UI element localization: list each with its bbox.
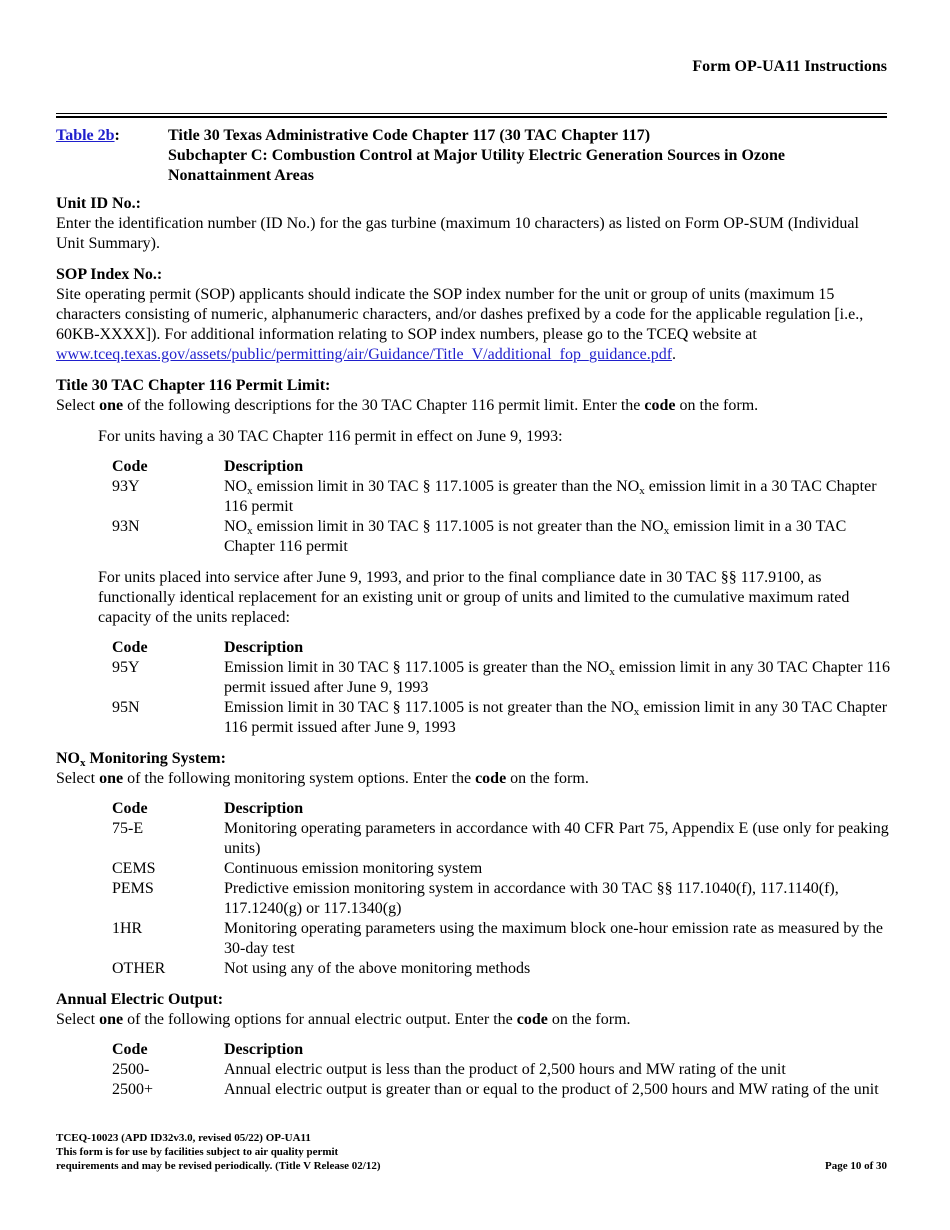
- permit-limit-instruction: Select one of the following descriptions for the 30 TAC Chapter 116 permit limit. Enter the code on the form.: [56, 397, 759, 414]
- code-column-header: Code: [112, 800, 148, 817]
- code-column-header: Code: [112, 639, 148, 656]
- code-cell: 93Y: [112, 478, 140, 495]
- sop-index-text: Site operating permit (SOP) applicants should indicate the SOP index number for the unit or group of units (maximum 15 characters consisting of numeric, alphanumeric characters, and/or dashes prefixed by a code for the applicable regulation [i.e., 60KB-XXXX]). For additional information relating to SOP index numbers, please go to the TCEQ website at www.tceq.texas.gov/assets/public/permitting/air/Guidance/Title_V/additional_fop_guidance.pdf.: [56, 286, 864, 363]
- code-cell: 75-E: [112, 820, 144, 837]
- annual-output-heading: Annual Electric Output:: [56, 991, 224, 1008]
- header-rule-thin: [56, 113, 887, 114]
- description-cell: Not using any of the above monitoring methods: [224, 960, 531, 977]
- description-column-header: Description: [224, 800, 304, 817]
- unit-id-text: Enter the identification number (ID No.) for the gas turbine (maximum 10 characters) as listed on Form OP-SUM (Individual Unit Summary).: [56, 215, 859, 252]
- description-cell: Monitoring operating parameters using the maximum block one-hour emission rate as measured by the 30-day test: [224, 920, 883, 957]
- unit-id-heading: Unit ID No.:: [56, 195, 141, 212]
- code-cell: OTHER: [112, 960, 166, 977]
- table-title: [168, 126, 848, 186]
- description-cell: Continuous emission monitoring system: [224, 860, 483, 877]
- table-2b-link[interactable]: Table 2b: [56, 127, 115, 144]
- permit-limit-heading: Title 30 TAC Chapter 116 Permit Limit:: [56, 377, 331, 394]
- table-row: [112, 919, 892, 959]
- permit-group1-intro: For units having a 30 TAC Chapter 116 permit in effect on June 9, 1993:: [98, 428, 563, 445]
- table-row: [112, 879, 892, 919]
- description-cell: $NO_x$ emission limit in 30 TAC § 117.1005 is greater than the $NO_x$ emission limit in a 30 TAC Chapter 116 permit: [224, 478, 877, 515]
- table-row: [112, 1080, 892, 1100]
- table-row: [112, 959, 892, 979]
- footer-form-info: [56, 1131, 380, 1173]
- table-row: [112, 1060, 892, 1080]
- code-cell: 1HR: [112, 920, 143, 937]
- table-header-row: [112, 457, 892, 477]
- code-cell: CEMS: [112, 860, 156, 877]
- description-cell: $NO_x$ emission limit in 30 TAC § 117.1005 is not greater than the $NO_x$ emission limit in a 30 TAC Chapter 116 permit: [224, 518, 847, 555]
- description-cell: Predictive emission monitoring system in accordance with 30 TAC §§ 117.1040(f), 117.1140(f), 117.1240(g) or 117.1340(g): [224, 880, 839, 917]
- code-column-header: Code: [112, 458, 148, 475]
- code-cell: 95Y: [112, 659, 140, 676]
- code-cell: 2500-: [112, 1061, 150, 1078]
- table-title-line: Subchapter C: Combustion Control at Major Utility Electric Generation Sources in Ozone: [168, 147, 785, 164]
- code-cell: 95N: [112, 699, 140, 716]
- monitoring-table: [112, 799, 892, 979]
- code-cell: 2500+: [112, 1081, 154, 1098]
- table-row: [112, 859, 892, 879]
- description-column-header: Description: [224, 1041, 304, 1058]
- table-label: Table 2b:: [56, 127, 120, 144]
- table-title-line: Nonattainment Areas: [168, 167, 314, 184]
- footer-line: TCEQ-10023 (APD ID32v3.0, revised 05/22) OP-UA11: [56, 1132, 311, 1144]
- monitoring-heading: $NO_x$ Monitoring System:: [56, 750, 226, 769]
- sop-index-heading: SOP Index No.:: [56, 266, 163, 283]
- code-column-header: Code: [112, 1041, 148, 1058]
- permit-group1-table: [112, 457, 892, 557]
- description-cell: Annual electric output is less than the product of 2,500 hours and MW rating of the unit: [224, 1061, 786, 1078]
- monitoring-instruction: Select one of the following monitoring system options. Enter the code on the form.: [56, 770, 589, 787]
- permit-group2-intro: For units placed into service after June 9, 1993, and prior to the final compliance date in 30 TAC §§ 117.9100, as functionally identical replacement for an existing unit or group of units and limited to the cumulative maximum rated capacity of the units replaced:: [98, 569, 850, 626]
- footer-line: This form is for use by facilities subject to air quality permit: [56, 1146, 339, 1158]
- header-rule-thick: [56, 116, 887, 118]
- annual-output-instruction: Select one of the following options for annual electric output. Enter the code on the form.: [56, 1011, 631, 1028]
- table-header-row: [112, 799, 892, 819]
- table-row: [112, 658, 892, 698]
- table-row: [112, 517, 892, 557]
- permit-group2-table: [112, 638, 892, 738]
- code-cell: PEMS: [112, 880, 154, 897]
- table-title-line: Title 30 Texas Administrative Code Chapter 117 (30 TAC Chapter 117): [168, 127, 651, 144]
- table-header-row: [112, 638, 892, 658]
- description-cell: Monitoring operating parameters in accordance with 40 CFR Part 75, Appendix E (use only for peaking units): [224, 820, 889, 857]
- form-header-title: Form OP-UA11 Instructions: [692, 58, 887, 75]
- code-cell: 93N: [112, 518, 140, 535]
- table-header-row: [112, 1040, 892, 1060]
- page-number: Page 10 of 30: [824, 1160, 887, 1172]
- annual-output-table: [112, 1040, 892, 1100]
- description-column-header: Description: [224, 458, 304, 475]
- table-row: [112, 819, 892, 859]
- tceq-guidance-link[interactable]: www.tceq.texas.gov/assets/public/permitting/air/Guidance/Title_V/additional_fop_guidance.pdf: [56, 346, 673, 363]
- description-column-header: Description: [224, 639, 304, 656]
- table-row: [112, 477, 892, 517]
- table-row: [112, 698, 892, 738]
- footer-line: requirements and may be revised periodically. (Title V Release 02/12): [56, 1160, 381, 1172]
- description-cell: Emission limit in 30 TAC § 117.1005 is not greater than the $NO_x$ emission limit in any 30 TAC Chapter 116 permit issued after June 9, 1993: [224, 699, 888, 736]
- main-content: [56, 194, 891, 1100]
- description-cell: Emission limit in 30 TAC § 117.1005 is greater than the $NO_x$ emission limit in any 30 TAC Chapter 116 permit issued after June 9, 1993: [224, 659, 891, 696]
- description-cell: Annual electric output is greater than or equal to the product of 2,500 hours and MW rating of the unit: [224, 1081, 879, 1098]
